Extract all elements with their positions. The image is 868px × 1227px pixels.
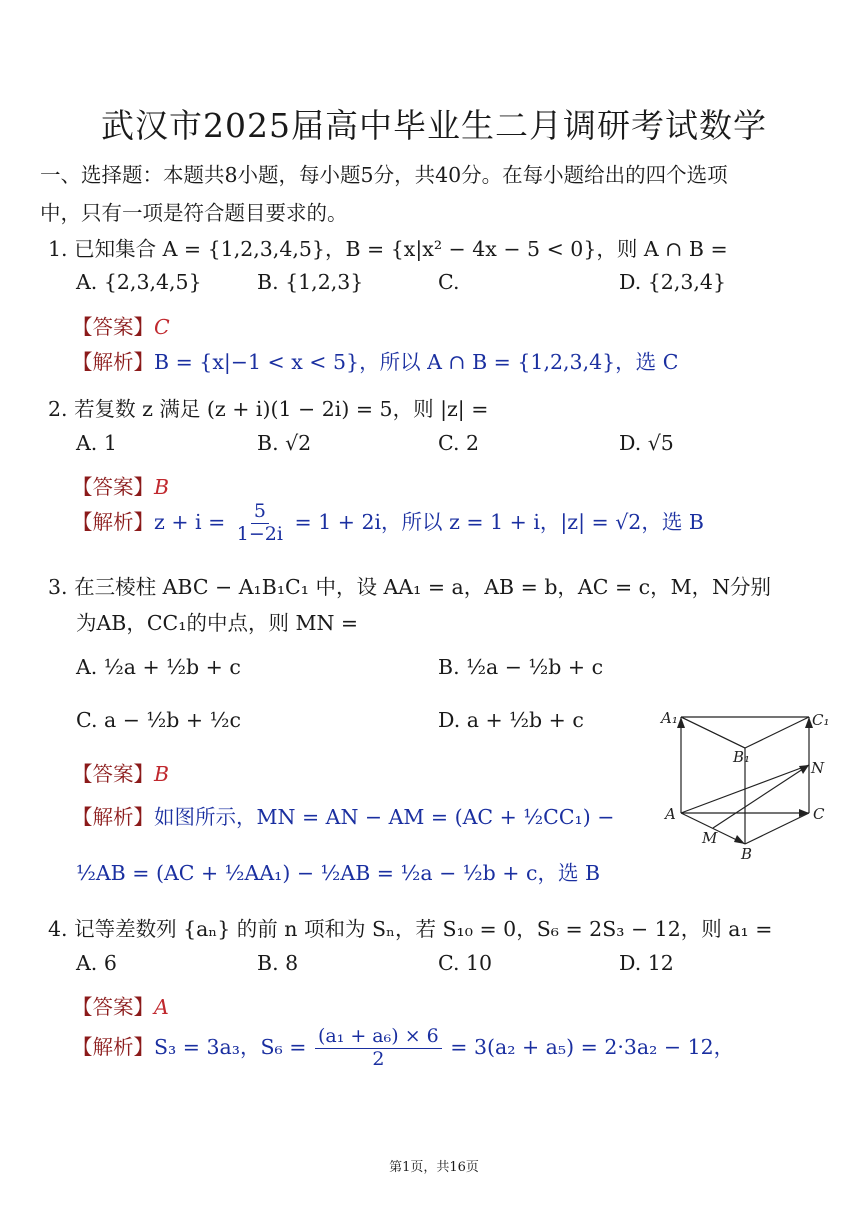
q1-analysis <box>72 345 678 375</box>
q2-fraction <box>234 502 286 545</box>
q1-analysis-text: B = {x|−1 < x < 5}，所以 A ∩ B = {1,2,3,4}，选 C <box>154 350 679 374</box>
answer-label: 【答案】 <box>72 475 154 499</box>
q4-option-d: D. 12 <box>619 951 674 975</box>
q1-option-d: D. {2,3,4} <box>619 270 726 294</box>
analysis-label: 【解析】 <box>72 1034 154 1059</box>
section-heading-line2: 中，只有一项是符合题目要求的。 <box>40 201 348 225</box>
q2-analysis-pre: z + i = <box>154 509 226 534</box>
q3-option-d: D. a + ½b + c <box>438 708 584 732</box>
q4-answer <box>72 990 169 1020</box>
q4-analysis-post: = 3(a₂ + a₅) = 2·3a₂ − 12， <box>450 1034 735 1059</box>
label-b: B <box>741 845 753 863</box>
q4-option-b: B. 8 <box>257 951 299 975</box>
q3-option-a: A. ½a + ½b + c <box>76 655 241 679</box>
q4-option-c: C. 10 <box>438 951 493 975</box>
analysis-label: 【解析】 <box>72 805 154 829</box>
question-1-stem: 1. 已知集合 A = {1,2,3,4,5}，B = {x|x² − 4x − 5 < 0}，则 A ∩ B = <box>48 237 728 261</box>
q4-analysis <box>72 1027 734 1070</box>
q1-answer-value: C <box>154 315 170 339</box>
label-n: N <box>811 759 825 777</box>
question-3-stem-line2: 为AB，CC₁的中点，则 MN = <box>76 611 359 635</box>
q2-fraction-denominator: 1−2i <box>236 522 283 545</box>
answer-label: 【答案】 <box>72 995 154 1019</box>
label-c1: C₁ <box>812 711 830 729</box>
q1-answer <box>72 310 170 340</box>
q2-option-c: C. 2 <box>438 431 480 455</box>
q4-fraction-numerator: (a₁ + a₆) × 6 <box>315 1027 442 1049</box>
arrowhead-an <box>799 765 809 774</box>
q4-answer-value: A <box>154 995 169 1019</box>
q4-fraction <box>315 1027 442 1070</box>
vector-a1b1 <box>681 717 745 748</box>
q3-analysis-line2: ½AB = (AC + ½AA₁) − ½AB = ½a − ½b + c，选 B <box>76 861 601 885</box>
q1-option-a: A. {2,3,4,5} <box>76 270 202 294</box>
q2-analysis-post: = 1 + 2i，所以 z = 1 + i，|z| = √2，选 B <box>294 509 704 534</box>
answer-label: 【答案】 <box>72 762 154 786</box>
q3-answer-value: B <box>154 762 170 786</box>
q4-option-a: A. 6 <box>76 951 117 975</box>
q3-option-c: C. a − ½b + ½c <box>76 708 241 732</box>
q2-answer-value: B <box>154 475 170 499</box>
q1-option-b: B. {1,2,3} <box>257 270 364 294</box>
question-2-stem: 2. 若复数 z 满足 (z + i)(1 − 2i) = 5，则 |z| = <box>48 397 489 421</box>
q2-option-a: A. 1 <box>76 431 117 455</box>
q2-option-b: B. √2 <box>257 431 312 455</box>
answer-label: 【答案】 <box>72 315 154 339</box>
arrowhead-ab <box>734 835 745 844</box>
section-heading-line1: 一、选择题：本题共8小题，每小题5分，共40分。在每小题给出的四个选项 <box>40 163 728 187</box>
label-a1: A₁ <box>661 709 678 727</box>
q3-analysis-text-line1: 如图所示，MN = AN − AM = (AC + ½CC₁) − <box>154 805 615 829</box>
edge-bc <box>745 813 809 844</box>
q2-answer <box>72 470 169 500</box>
label-m: M <box>702 829 718 847</box>
q2-option-d: D. √5 <box>619 431 674 455</box>
analysis-label: 【解析】 <box>72 350 154 374</box>
q3-option-b: B. ½a − ½b + c <box>438 655 604 679</box>
q1-option-c: C. <box>438 270 460 294</box>
q2-fraction-numerator: 5 <box>251 502 269 524</box>
q4-fraction-denominator: 2 <box>372 1047 385 1070</box>
label-c: C <box>813 805 825 823</box>
q4-analysis-pre: S₃ = 3a₃，S₆ = <box>154 1034 307 1059</box>
label-b1: B₁ <box>733 748 751 766</box>
edge-b1c1 <box>745 717 809 748</box>
q3-analysis-line1 <box>72 800 614 830</box>
q2-analysis <box>72 502 704 545</box>
page-title: 武汉市2025届高中毕业生二月调研考试数学 <box>101 106 767 145</box>
prism-figure <box>655 700 845 865</box>
analysis-label: 【解析】 <box>72 509 154 534</box>
vector-mn <box>713 765 809 828</box>
q3-answer <box>72 757 169 787</box>
question-3-stem-line1: 3. 在三棱柱 ABC − A₁B₁C₁ 中，设 AA₁ = a，AB = b，AC = c，M，N分别 <box>48 575 772 599</box>
page-footer: 第1页，共16页 <box>389 1160 479 1175</box>
label-a: A <box>665 805 676 823</box>
question-4-stem: 4. 记等差数列 {aₙ} 的前 n 项和为 Sₙ，若 S₁₀ = 0，S₆ = 2S₃ − 12，则 a₁ = <box>48 917 773 941</box>
